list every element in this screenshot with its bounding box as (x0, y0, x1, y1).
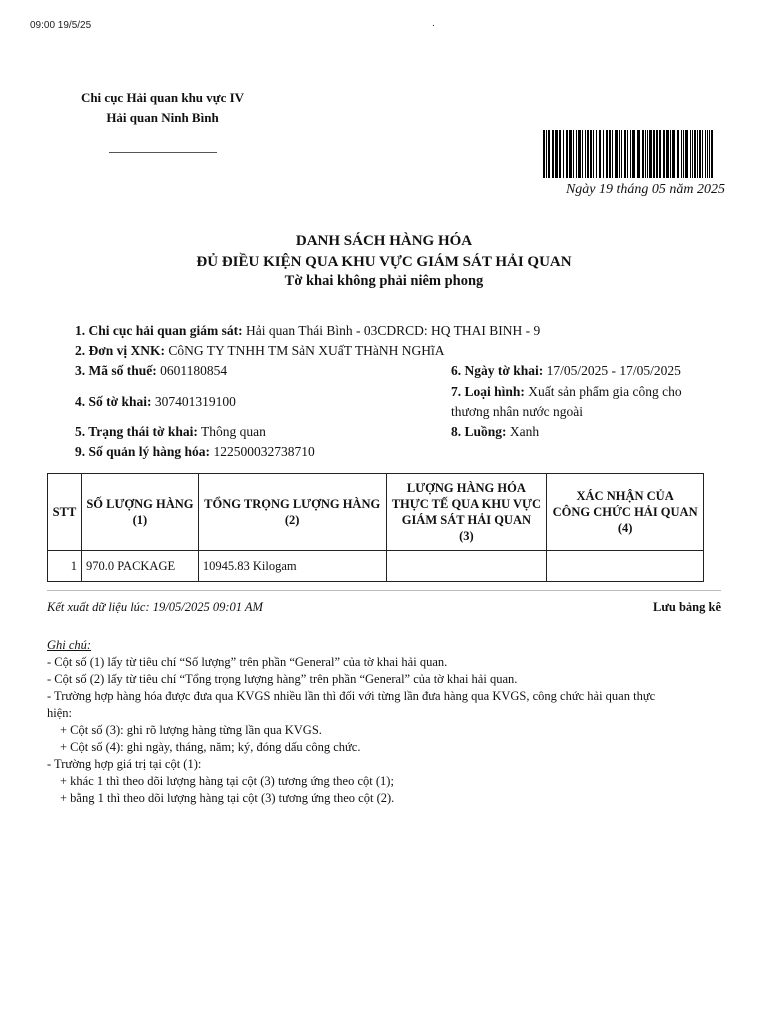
title-line-2: ĐỦ ĐIỀU KIỆN QUA KHU VỰC GIÁM SÁT HẢI QUAN (196, 254, 572, 270)
cell-stt: 1 (48, 551, 82, 582)
table-row (48, 551, 704, 582)
export-timestamp: Kết xuất dữ liệu lúc: 19/05/2025 09:01 AM (47, 600, 263, 614)
title-line-1: DANH SÁCH HÀNG HÓA (295, 233, 473, 249)
field-declaration-date (451, 363, 681, 379)
cell-quantity: 970.0 PACKAGE (81, 551, 198, 582)
note-line: hiện: (47, 706, 72, 720)
cell-actual-quantity (386, 551, 547, 582)
divider (47, 590, 721, 591)
header-officer-confirmation: XÁC NHẬN CỦA CÔNG CHỨC HẢI QUAN (4) (547, 474, 704, 551)
field-label: 9. Số quản lý hàng hóa: (75, 444, 211, 459)
note-line: + bằng 1 thì theo dõi lượng hàng tại cột (3) tương ứng theo cột (2). (60, 791, 395, 805)
save-list-button[interactable]: Lưu bảng kê (653, 600, 721, 614)
table-header-row (48, 474, 704, 551)
field-value: CôNG TY TNHH TM SảN XUấT THàNH NGHĩA (168, 343, 445, 358)
field-label: 2. Đơn vị XNK: (75, 343, 165, 358)
field-trader (75, 343, 444, 359)
header-stt: STT (48, 474, 82, 551)
field-goods-management-number (75, 444, 315, 460)
note-line: + Cột số (3): ghi rõ lượng hàng từng lần qua KVGS. (60, 723, 322, 737)
header-actual-quantity: LƯỢNG HÀNG HÓA THỰC TẾ QUA KHU VỰC GIÁM SÁT HẢI QUAN (3) (386, 474, 547, 551)
field-declaration-number (75, 394, 236, 410)
field-value: 0601180854 (160, 363, 228, 378)
field-value: thương nhân nước ngoài (451, 404, 584, 419)
field-label: 1. Chi cục hải quan giám sát: (75, 323, 243, 338)
note-line: - Trường hợp giá trị tại cột (1): (47, 757, 202, 771)
field-channel (451, 424, 539, 440)
agency-underline (109, 152, 217, 153)
field-value: 307401319100 (154, 394, 236, 409)
note-line: + Cột số (4): ghi ngày, tháng, năm; ký, đóng dấu công chức. (60, 740, 361, 754)
field-label: 7. Loại hình: (451, 384, 525, 399)
field-label: 8. Luồng: (451, 424, 507, 439)
field-label: 3. Mã số thuế: (75, 363, 157, 378)
barcode-image (543, 130, 717, 178)
agency-line-2: Hải quan Ninh Bình (106, 110, 219, 125)
note-line: - Trường hợp hàng hóa được đưa qua KVGS nhiều lần thì đối với từng lần đưa hàng qua KVGS, công chức hải quan thực (47, 689, 656, 703)
note-line: - Cột số (1) lấy từ tiêu chí “Số lượng” trên phần “General” của tờ khai hải quan. (47, 655, 448, 669)
field-value: Xuất sản phẩm gia công cho (528, 384, 682, 399)
title-line-3: Tờ khai không phải niêm phong (284, 273, 484, 289)
cell-confirmation (547, 551, 704, 582)
field-type (451, 384, 682, 400)
document-date: Ngày 19 tháng 05 năm 2025 (565, 182, 725, 197)
agency-line-1: Chi cục Hải quan khu vực IV (80, 90, 245, 105)
field-value: Thông quan (201, 424, 266, 439)
notes-heading: Ghi chú: (47, 638, 92, 652)
field-value: Xanh (509, 424, 540, 439)
field-label: 6. Ngày tờ khai: (451, 363, 544, 378)
field-type-continued (451, 404, 583, 420)
cell-weight: 10945.83 Kilogam (198, 551, 386, 582)
notes-section (47, 637, 727, 807)
header-quantity: SỐ LƯỢNG HÀNG (1) (81, 474, 198, 551)
field-label: 4. Số tờ khai: (75, 394, 152, 409)
field-value: Hải quan Thái Bình - 03CDRCD: HQ THAI BINH - 9 (246, 323, 541, 338)
note-line: - Cột số (2) lấy từ tiêu chí “Tổng trọng lượng hàng” trên phần “General” của tờ khai hải quan. (47, 672, 518, 686)
field-declaration-status (75, 424, 266, 440)
field-value: 122500032738710 (213, 444, 315, 459)
print-timestamp: 09:00 19/5/25 (30, 20, 92, 31)
print-header-dot: . (432, 18, 435, 29)
field-tax-code (75, 363, 227, 379)
field-customs-office (75, 323, 540, 339)
note-line: + khác 1 thì theo dõi lượng hàng tại cột (3) tương ứng theo cột (1); (60, 774, 394, 788)
field-label: 5. Trạng thái tờ khai: (75, 424, 198, 439)
goods-table (47, 473, 704, 582)
field-value: 17/05/2025 - 17/05/2025 (546, 363, 681, 378)
header-total-weight: TỔNG TRỌNG LƯỢNG HÀNG (2) (198, 474, 386, 551)
